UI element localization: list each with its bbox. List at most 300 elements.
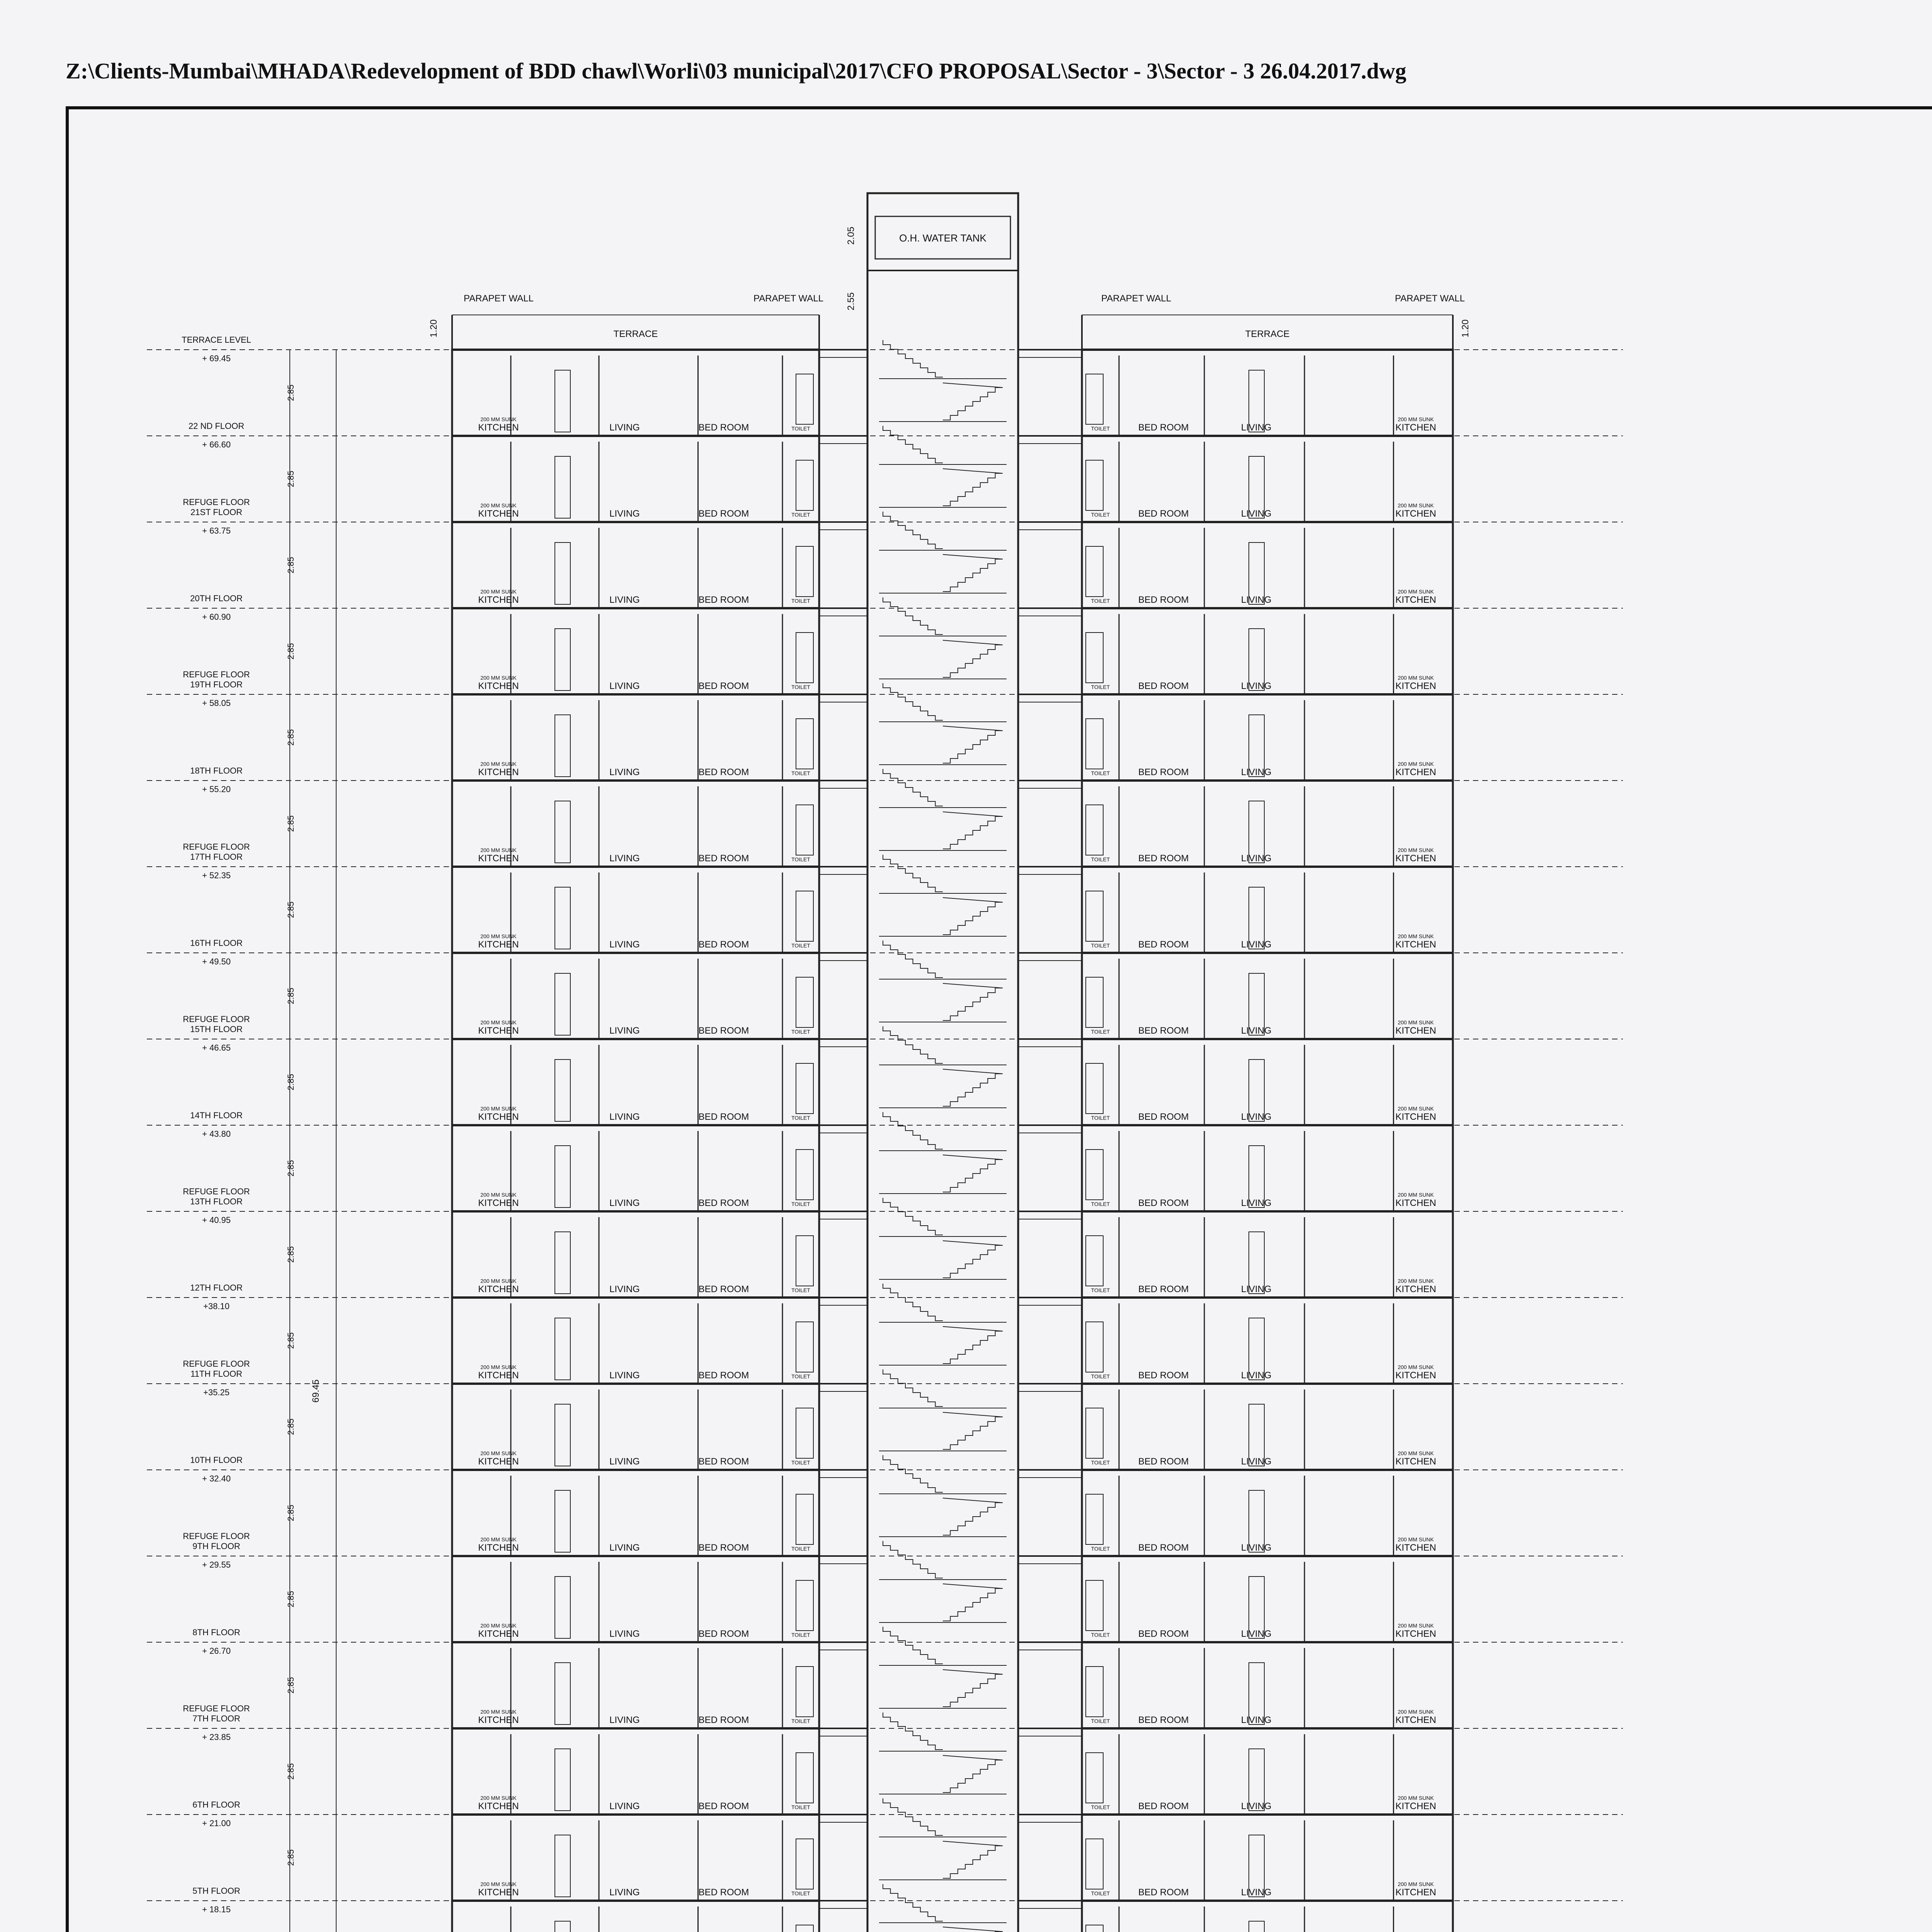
room-label-bedroom: BED ROOM: [1138, 509, 1189, 519]
window: [1086, 1408, 1103, 1458]
stair-flight: [943, 640, 1003, 677]
room-label-kitchen: KITCHEN: [1395, 422, 1436, 433]
level-name: 9TH FLOOR: [192, 1541, 240, 1551]
room-label-toilet: TOILET: [791, 942, 810, 949]
floor-height-dim: 2.85: [286, 1849, 296, 1866]
stair-flight: [943, 383, 1003, 420]
sunk-label: 200 MM SUNK: [480, 1105, 517, 1112]
window: [796, 977, 813, 1027]
room-label-kitchen: KITCHEN: [1395, 1284, 1436, 1294]
stair-flight: [883, 1627, 943, 1664]
window: [1086, 805, 1103, 855]
level-name: 19TH FLOOR: [190, 680, 243, 689]
room-label-living: LIVING: [1241, 595, 1272, 605]
room-label-bedroom: BED ROOM: [1138, 1629, 1189, 1639]
window: [796, 1494, 813, 1544]
sunk-label: 200 MM SUNK: [1398, 847, 1434, 853]
room-label-bedroom: BED ROOM: [1138, 853, 1189, 864]
stair-flight: [943, 1841, 1003, 1878]
room-label-kitchen: KITCHEN: [1395, 1887, 1436, 1898]
stair-flight: [943, 1498, 1003, 1535]
level-name: 21ST FLOOR: [190, 507, 243, 517]
level-value: + 63.75: [202, 526, 231, 536]
door: [1249, 1921, 1264, 1932]
door: [555, 1404, 570, 1466]
level-name: 8TH FLOOR: [192, 1628, 240, 1637]
room-label-bedroom: BED ROOM: [698, 595, 749, 605]
floor-height-dim: 2.85: [286, 384, 296, 401]
room-label-bedroom: BED ROOM: [698, 1198, 749, 1208]
level-value: + 58.05: [202, 698, 231, 708]
room-label-bedroom: BED ROOM: [698, 939, 749, 950]
room-label-kitchen: KITCHEN: [478, 1026, 519, 1036]
stair-flight: [943, 726, 1003, 763]
window: [1086, 374, 1103, 424]
level-value: + 40.95: [202, 1215, 231, 1225]
sunk-label: 200 MM SUNK: [1398, 761, 1434, 767]
room-label-bedroom: BED ROOM: [698, 422, 749, 433]
room-label-toilet: TOILET: [791, 1804, 810, 1810]
door: [555, 1921, 570, 1932]
window: [1086, 1753, 1103, 1803]
room-label-living: LIVING: [1241, 1198, 1272, 1208]
room-label-living: LIVING: [1241, 509, 1272, 519]
room-label-living: LIVING: [1241, 853, 1272, 864]
door: [555, 629, 570, 690]
sunk-label: 200 MM SUNK: [480, 1364, 517, 1370]
level-name: 7TH FLOOR: [192, 1714, 240, 1723]
room-label-kitchen: KITCHEN: [1395, 767, 1436, 777]
stair-flight: [943, 898, 1003, 935]
room-label-living: LIVING: [1241, 1370, 1272, 1381]
window: [1086, 1580, 1103, 1631]
floor-height-dim: 2.85: [286, 1074, 296, 1090]
stair-flight: [943, 983, 1003, 1020]
sunk-label: 200 MM SUNK: [480, 1192, 517, 1198]
room-label-bedroom: BED ROOM: [1138, 1026, 1189, 1036]
room-label-living: LIVING: [609, 681, 640, 691]
sunk-label: 200 MM SUNK: [480, 933, 517, 939]
stair-flight: [943, 1327, 1003, 1364]
room-label-living: LIVING: [1241, 1026, 1272, 1036]
room-label-toilet: TOILET: [791, 1718, 810, 1724]
level-name: REFUGE FLOOR: [183, 1531, 250, 1541]
sunk-label: 200 MM SUNK: [480, 1622, 517, 1629]
window: [1086, 1494, 1103, 1544]
floor-height-dim: 2.85: [286, 1160, 296, 1177]
room-label-toilet: TOILET: [1091, 1632, 1110, 1638]
stair-flight: [883, 340, 943, 377]
room-label-toilet: TOILET: [1091, 1546, 1110, 1552]
sunk-label: 200 MM SUNK: [480, 1536, 517, 1543]
room-label-toilet: TOILET: [791, 1890, 810, 1896]
room-label-toilet: TOILET: [791, 1546, 810, 1552]
window: [796, 1839, 813, 1889]
level-name: REFUGE FLOOR: [183, 1704, 250, 1713]
room-label-living: LIVING: [609, 1198, 640, 1208]
overall-height-dim: 69.45: [311, 1379, 321, 1403]
room-label-kitchen: KITCHEN: [478, 1887, 519, 1898]
terrace-label: TERRACE: [613, 329, 658, 339]
floor-height-dim: 2.85: [286, 471, 296, 487]
window: [1086, 1925, 1103, 1932]
parapet-label: PARAPET WALL: [1101, 293, 1171, 304]
parapet-label: PARAPET WALL: [753, 293, 823, 304]
floor-height-dim: 2.85: [286, 1246, 296, 1263]
room-label-toilet: TOILET: [1091, 1201, 1110, 1207]
window: [1086, 1236, 1103, 1286]
level-name: TERRACE LEVEL: [182, 335, 251, 345]
room-label-living: LIVING: [1241, 1543, 1272, 1553]
level-name: 22 ND FLOOR: [188, 421, 245, 431]
sunk-label: 200 MM SUNK: [1398, 1622, 1434, 1629]
level-value: +35.25: [203, 1388, 230, 1397]
room-label-bedroom: BED ROOM: [698, 853, 749, 864]
stair-flight: [883, 426, 943, 463]
sunk-label: 200 MM SUNK: [1398, 588, 1434, 595]
window: [1086, 1150, 1103, 1200]
stair-flight: [943, 554, 1003, 592]
room-label-kitchen: KITCHEN: [1395, 1026, 1436, 1036]
stair-flight: [883, 1284, 943, 1321]
terrace-label: TERRACE: [1245, 329, 1290, 339]
room-label-toilet: TOILET: [1091, 598, 1110, 604]
floor-height-dim: 2.85: [286, 1332, 296, 1349]
stair-flight: [943, 1584, 1003, 1621]
level-name: 20TH FLOOR: [190, 594, 243, 603]
level-value: + 52.35: [202, 871, 231, 880]
room-label-living: LIVING: [609, 1887, 640, 1898]
stair-flight: [943, 469, 1003, 506]
room-label-kitchen: KITCHEN: [478, 595, 519, 605]
room-label-living: LIVING: [1241, 1887, 1272, 1898]
sunk-label: 200 MM SUNK: [1398, 1364, 1434, 1370]
sunk-label: 200 MM SUNK: [480, 1278, 517, 1284]
window: [796, 891, 813, 941]
window: [796, 1150, 813, 1200]
stair-flight: [883, 512, 943, 549]
stair-flight: [883, 597, 943, 634]
tower-outline: [452, 350, 819, 1932]
room-label-kitchen: KITCHEN: [478, 1456, 519, 1467]
level-value: + 43.80: [202, 1129, 231, 1139]
door: [555, 456, 570, 518]
stair-flight: [943, 1069, 1003, 1106]
stair-flight: [883, 1198, 943, 1235]
room-label-toilet: TOILET: [1091, 1718, 1110, 1724]
window: [1086, 977, 1103, 1027]
room-label-toilet: TOILET: [1091, 1890, 1110, 1896]
stair-flight: [943, 1155, 1003, 1192]
room-label-toilet: TOILET: [791, 1459, 810, 1466]
level-value: + 32.40: [202, 1474, 231, 1483]
room-label-kitchen: KITCHEN: [478, 939, 519, 950]
level-name: 15TH FLOOR: [190, 1024, 243, 1034]
window: [1086, 1322, 1103, 1372]
room-label-kitchen: KITCHEN: [478, 1715, 519, 1725]
floor-height-dim: 2.85: [286, 815, 296, 832]
room-label-toilet: TOILET: [1091, 856, 1110, 862]
room-label-living: LIVING: [609, 1715, 640, 1725]
door: [555, 887, 570, 949]
room-label-kitchen: KITCHEN: [1395, 509, 1436, 519]
door: [555, 1490, 570, 1552]
stair-flight: [883, 855, 943, 892]
room-label-bedroom: BED ROOM: [698, 681, 749, 691]
room-label-living: LIVING: [1241, 767, 1272, 777]
level-value: + 46.65: [202, 1043, 231, 1053]
room-label-bedroom: BED ROOM: [1138, 422, 1189, 433]
window: [796, 805, 813, 855]
floor-height-dim: 2.85: [286, 557, 296, 573]
room-label-bedroom: BED ROOM: [1138, 1112, 1189, 1122]
door: [555, 543, 570, 604]
stair-flight: [883, 1713, 943, 1750]
stair-flight: [883, 1541, 943, 1578]
level-value: + 69.45: [202, 354, 231, 363]
room-label-bedroom: BED ROOM: [1138, 1715, 1189, 1725]
room-label-living: LIVING: [1241, 939, 1272, 950]
door: [555, 1060, 570, 1121]
room-label-kitchen: KITCHEN: [478, 853, 519, 864]
stair-flight: [943, 1670, 1003, 1707]
room-label-kitchen: KITCHEN: [478, 767, 519, 777]
room-label-bedroom: BED ROOM: [698, 1543, 749, 1553]
room-label-bedroom: BED ROOM: [1138, 1543, 1189, 1553]
stair-flight: [943, 1755, 1003, 1793]
level-name: 17TH FLOOR: [190, 852, 243, 862]
tower-outline: [1082, 350, 1453, 1932]
window: [796, 1667, 813, 1717]
room-label-kitchen: KITCHEN: [478, 1284, 519, 1294]
room-label-toilet: TOILET: [1091, 942, 1110, 949]
room-label-kitchen: KITCHEN: [1395, 1370, 1436, 1381]
room-label-toilet: TOILET: [1091, 1459, 1110, 1466]
sunk-label: 200 MM SUNK: [1398, 675, 1434, 681]
room-label-bedroom: BED ROOM: [698, 1456, 749, 1467]
window: [1086, 460, 1103, 510]
level-name: REFUGE FLOOR: [183, 670, 250, 679]
room-label-bedroom: BED ROOM: [698, 767, 749, 777]
level-name: REFUGE FLOOR: [183, 1014, 250, 1024]
room-label-living: LIVING: [1241, 1715, 1272, 1725]
room-label-kitchen: KITCHEN: [478, 1198, 519, 1208]
room-label-bedroom: BED ROOM: [698, 1715, 749, 1725]
room-label-bedroom: BED ROOM: [698, 1112, 749, 1122]
room-label-kitchen: KITCHEN: [1395, 681, 1436, 691]
sunk-label: 200 MM SUNK: [1398, 1881, 1434, 1887]
floor-height-dim: 2.85: [286, 1505, 296, 1521]
stair-flight: [943, 1412, 1003, 1449]
parapet-label: PARAPET WALL: [464, 293, 534, 304]
sunk-label: 200 MM SUNK: [480, 1709, 517, 1715]
room-label-living: LIVING: [609, 509, 640, 519]
stair-flight: [883, 1112, 943, 1149]
room-label-bedroom: BED ROOM: [698, 1801, 749, 1811]
tank-height-dim: 2.05: [846, 226, 856, 245]
window: [796, 1925, 813, 1932]
sunk-label: 200 MM SUNK: [480, 1881, 517, 1887]
floor-height-dim: 2.85: [286, 901, 296, 918]
room-label-kitchen: KITCHEN: [478, 681, 519, 691]
room-label-living: LIVING: [609, 939, 640, 950]
room-label-kitchen: KITCHEN: [1395, 1715, 1436, 1725]
door: [555, 370, 570, 432]
room-label-bedroom: BED ROOM: [698, 1629, 749, 1639]
level-name: 13TH FLOOR: [190, 1197, 243, 1206]
stair-flight: [883, 940, 943, 978]
room-label-toilet: TOILET: [1091, 1373, 1110, 1379]
room-label-bedroom: BED ROOM: [1138, 681, 1189, 691]
room-label-bedroom: BED ROOM: [1138, 595, 1189, 605]
sunk-label: 200 MM SUNK: [1398, 502, 1434, 509]
room-label-kitchen: KITCHEN: [478, 1370, 519, 1381]
room-label-kitchen: KITCHEN: [1395, 853, 1436, 864]
floor-height-dim: 2.85: [286, 1677, 296, 1694]
stair-flight: [883, 1369, 943, 1406]
sunk-label: 200 MM SUNK: [480, 502, 517, 509]
room-label-toilet: TOILET: [1091, 1115, 1110, 1121]
room-label-toilet: TOILET: [791, 1287, 810, 1293]
sunk-label: 200 MM SUNK: [480, 1450, 517, 1456]
room-label-bedroom: BED ROOM: [1138, 1887, 1189, 1898]
window: [796, 546, 813, 597]
level-name: 18TH FLOOR: [190, 766, 243, 776]
room-label-toilet: TOILET: [791, 1115, 810, 1121]
stair-flight: [883, 1026, 943, 1063]
sunk-label: 200 MM SUNK: [480, 761, 517, 767]
sunk-label: 200 MM SUNK: [1398, 1709, 1434, 1715]
window: [796, 1322, 813, 1372]
level-value: + 26.70: [202, 1646, 231, 1656]
sunk-label: 200 MM SUNK: [1398, 1019, 1434, 1026]
stair-flight: [943, 1241, 1003, 1278]
room-label-living: LIVING: [609, 1284, 640, 1294]
room-label-bedroom: BED ROOM: [698, 509, 749, 519]
room-label-living: LIVING: [609, 1112, 640, 1122]
window: [796, 1063, 813, 1114]
room-label-living: LIVING: [609, 767, 640, 777]
level-name: 6TH FLOOR: [192, 1800, 240, 1810]
room-label-toilet: TOILET: [791, 598, 810, 604]
room-label-toilet: TOILET: [791, 1029, 810, 1035]
parapet-label: PARAPET WALL: [1395, 293, 1465, 304]
room-label-living: LIVING: [609, 1026, 640, 1036]
room-label-kitchen: KITCHEN: [1395, 1456, 1436, 1467]
room-label-living: LIVING: [609, 1801, 640, 1811]
room-label-living: LIVING: [609, 1629, 640, 1639]
floor-height-dim: 2.85: [286, 1763, 296, 1780]
level-name: 11TH FLOOR: [190, 1369, 243, 1379]
level-name: 16TH FLOOR: [190, 938, 243, 948]
stair-flight: [883, 769, 943, 806]
stair-flight: [883, 683, 943, 720]
room-label-kitchen: KITCHEN: [478, 509, 519, 519]
floor-height-dim: 2.85: [286, 988, 296, 1004]
window: [796, 374, 813, 424]
floor-height-dim: 2.85: [286, 1418, 296, 1435]
room-label-living: LIVING: [609, 853, 640, 864]
window: [1086, 1667, 1103, 1717]
room-label-toilet: TOILET: [791, 770, 810, 776]
level-value: + 21.00: [202, 1818, 231, 1828]
floor-height-dim: 2.85: [286, 1591, 296, 1607]
stair-core: [867, 193, 1018, 1932]
room-label-toilet: TOILET: [1091, 1804, 1110, 1810]
stair-flight: [883, 1884, 943, 1921]
room-label-bedroom: BED ROOM: [1138, 767, 1189, 777]
sunk-label: 200 MM SUNK: [1398, 933, 1434, 939]
level-name: 10TH FLOOR: [190, 1455, 243, 1465]
room-label-kitchen: KITCHEN: [1395, 1629, 1436, 1639]
room-label-living: LIVING: [609, 595, 640, 605]
room-label-living: LIVING: [1241, 1801, 1272, 1811]
parapet-dim: 1.20: [429, 319, 439, 338]
sunk-label: 200 MM SUNK: [1398, 416, 1434, 422]
room-label-toilet: TOILET: [791, 1632, 810, 1638]
window: [796, 1408, 813, 1458]
tank-height-dim: 2.55: [846, 292, 856, 311]
room-label-toilet: TOILET: [1091, 770, 1110, 776]
room-label-toilet: TOILET: [1091, 512, 1110, 518]
level-value: + 55.20: [202, 784, 231, 794]
door: [555, 1663, 570, 1725]
room-label-living: LIVING: [609, 1543, 640, 1553]
room-label-kitchen: KITCHEN: [1395, 1112, 1436, 1122]
window: [796, 1753, 813, 1803]
window: [796, 633, 813, 683]
window: [1086, 633, 1103, 683]
room-label-toilet: TOILET: [1091, 1029, 1110, 1035]
room-label-kitchen: KITCHEN: [478, 1629, 519, 1639]
room-label-bedroom: BED ROOM: [698, 1887, 749, 1898]
room-label-bedroom: BED ROOM: [1138, 1801, 1189, 1811]
room-label-living: LIVING: [609, 1456, 640, 1467]
room-label-living: LIVING: [1241, 422, 1272, 433]
room-label-kitchen: KITCHEN: [1395, 1543, 1436, 1553]
room-label-toilet: TOILET: [791, 684, 810, 690]
window: [796, 719, 813, 769]
window: [1086, 1839, 1103, 1889]
door: [555, 1318, 570, 1380]
parapet-dim: 1.20: [1460, 319, 1471, 338]
level-name: REFUGE FLOOR: [183, 1359, 250, 1369]
sunk-label: 200 MM SUNK: [480, 1795, 517, 1801]
window: [1086, 891, 1103, 941]
room-label-living: LIVING: [1241, 1112, 1272, 1122]
room-label-toilet: TOILET: [791, 856, 810, 862]
room-label-bedroom: BED ROOM: [698, 1370, 749, 1381]
door: [555, 973, 570, 1035]
room-label-toilet: TOILET: [791, 1373, 810, 1379]
floor-height-dim: 2.85: [286, 729, 296, 746]
sunk-label: 200 MM SUNK: [1398, 1450, 1434, 1456]
window: [796, 460, 813, 510]
level-name: 5TH FLOOR: [192, 1886, 240, 1896]
room-label-bedroom: BED ROOM: [1138, 1456, 1189, 1467]
sunk-label: 200 MM SUNK: [1398, 1536, 1434, 1543]
room-label-toilet: TOILET: [1091, 1287, 1110, 1293]
level-value: + 66.60: [202, 440, 231, 449]
room-label-kitchen: KITCHEN: [1395, 595, 1436, 605]
sunk-label: 200 MM SUNK: [480, 675, 517, 681]
level-name: REFUGE FLOOR: [183, 842, 250, 852]
water-tank-label: O.H. WATER TANK: [899, 232, 986, 244]
door: [555, 1577, 570, 1638]
level-name: REFUGE FLOOR: [183, 497, 250, 507]
stair-flight: [883, 1798, 943, 1835]
floor-height-dim: 2.85: [286, 643, 296, 660]
